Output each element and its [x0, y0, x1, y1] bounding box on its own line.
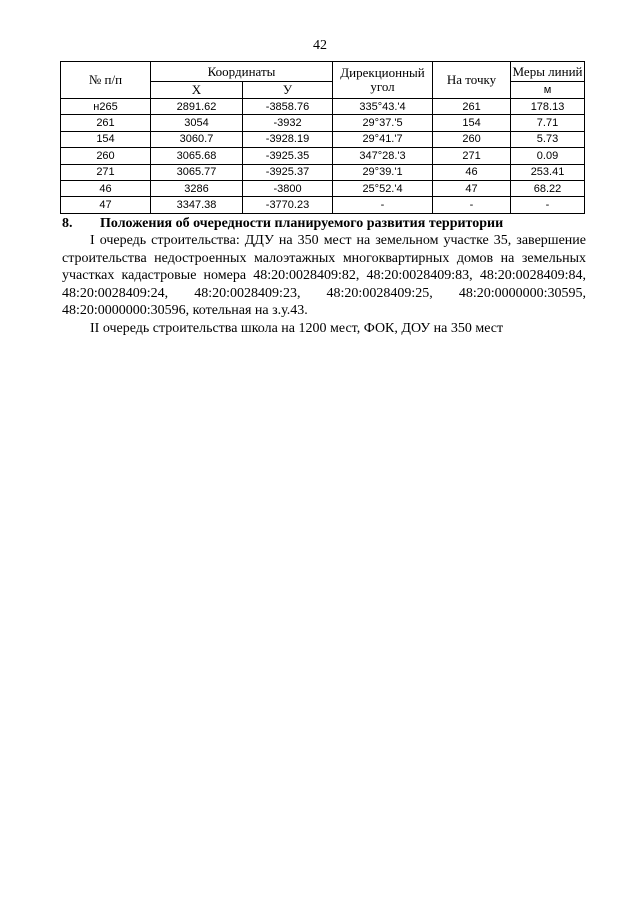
page-number: 42: [313, 38, 327, 53]
paragraph-stage-two: [62, 320, 586, 338]
cell-to-point: 154: [433, 115, 511, 131]
cell-x: 3065.68: [151, 148, 243, 164]
cell-y: -3925.35: [243, 148, 333, 164]
cell-to-point: 47: [433, 180, 511, 196]
cell-length: 68.22: [511, 180, 585, 196]
header-unit: м: [511, 82, 585, 99]
header-direction-angle: [333, 62, 433, 99]
cell-length: -: [511, 197, 585, 213]
cell-x: 3054: [151, 115, 243, 131]
paragraph-stage-one: [62, 232, 586, 320]
cell-length: 7.71: [511, 115, 585, 131]
cell-x: 3347.38: [151, 197, 243, 213]
cell-angle: 29°41.'7: [333, 131, 433, 147]
cell-length: 0.09: [511, 148, 585, 164]
cell-y: -3800: [243, 180, 333, 196]
cell-y: -3858.76: [243, 99, 333, 115]
header-y: У: [243, 82, 333, 99]
table-row: [61, 164, 585, 180]
table-row: [61, 131, 585, 147]
table-row: [61, 180, 585, 196]
cell-angle: 29°37.'5: [333, 115, 433, 131]
cell-num: 261: [61, 115, 151, 131]
cell-length: 5.73: [511, 131, 585, 147]
cell-angle: 29°39.'1: [333, 164, 433, 180]
header-num: № п/п: [61, 62, 151, 99]
cell-y: -3925.37: [243, 164, 333, 180]
cell-y: -3770.23: [243, 197, 333, 213]
cell-angle: 25°52.'4: [333, 180, 433, 196]
table-row: [61, 115, 585, 131]
paragraph-stage-two-text: II очередь строительства школа на 1200 мест, ФОК, ДОУ на 350 мест: [90, 321, 504, 336]
cell-to-point: 260: [433, 131, 511, 147]
table-row: [61, 99, 585, 115]
cell-angle: -: [333, 197, 433, 213]
header-direction-angle-line2: угол: [370, 79, 395, 94]
section-heading: [62, 216, 586, 232]
header-coordinates: Координаты: [151, 62, 333, 82]
cell-x: 2891.62: [151, 99, 243, 115]
cell-num: 271: [61, 164, 151, 180]
header-line-measures: Меры линий: [511, 62, 585, 82]
cell-x: 3065.77: [151, 164, 243, 180]
cell-y: -3932: [243, 115, 333, 131]
cell-x: 3286: [151, 180, 243, 196]
section-title: Положения об очередности планируемого развития территории: [100, 216, 504, 231]
cell-to-point: 46: [433, 164, 511, 180]
cell-y: -3928.19: [243, 131, 333, 147]
cell-num: 47: [61, 197, 151, 213]
cell-to-point: -: [433, 197, 511, 213]
header-direction-angle-line1: Дирекционный: [340, 65, 425, 80]
header-to-point: На точку: [433, 62, 511, 99]
cell-angle: 335°43.'4: [333, 99, 433, 115]
cell-length: 178.13: [511, 99, 585, 115]
cell-to-point: 271: [433, 148, 511, 164]
section-number: 8.: [62, 216, 73, 231]
cell-to-point: 261: [433, 99, 511, 115]
cell-num: 154: [61, 131, 151, 147]
table-row: [61, 148, 585, 164]
cell-angle: 347°28.'3: [333, 148, 433, 164]
header-x: X: [151, 82, 243, 99]
coordinates-table: [60, 61, 585, 214]
paragraph-stage-one-text: I очередь строительства: ДДУ на 350 мест на земельном участке 35, завершение строительства недостроенных малоэтажных многоквартирных домов на земельных участках кадастровые номера 48:20:0028409:82, 48:20:0028409:83, 48:20:0028409:84, 48:20:0028409:24, 48:20:0028409:23, 48:20:0028409:25, 48:20:0000000:30595, 48:20:0000000:30596, котельная на з.у.43.: [62, 233, 586, 319]
cell-num: н265: [61, 99, 151, 115]
cell-x: 3060.7: [151, 131, 243, 147]
cell-length: 253.41: [511, 164, 585, 180]
cell-num: 260: [61, 148, 151, 164]
table-row: [61, 197, 585, 213]
cell-num: 46: [61, 180, 151, 196]
